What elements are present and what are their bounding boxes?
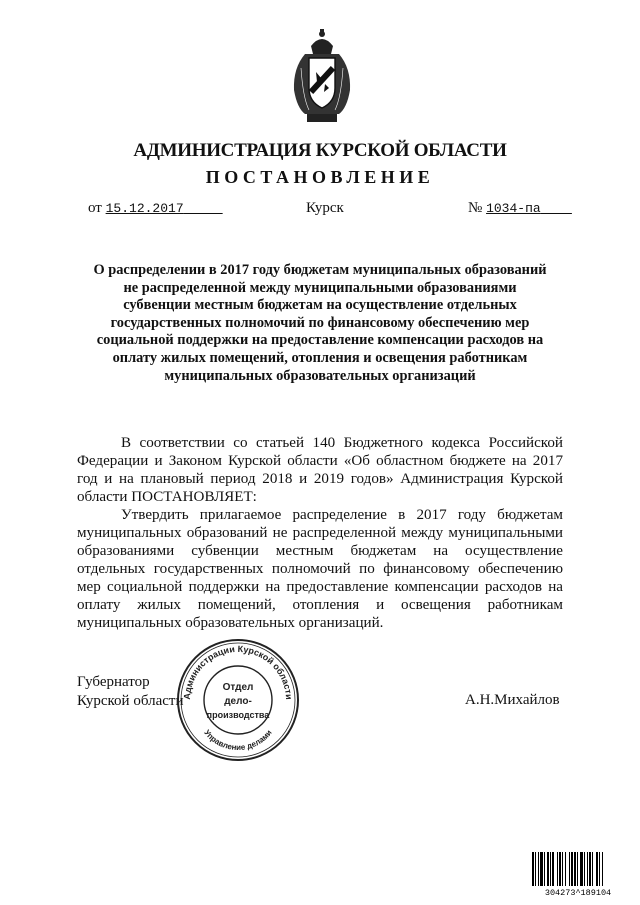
document-city: Курск bbox=[306, 200, 344, 216]
signatory-name: А.Н.Михайлов bbox=[465, 692, 560, 708]
date-prefix: от bbox=[88, 200, 102, 216]
document-number bbox=[468, 200, 572, 217]
stamp-lower-text: Управление делами bbox=[202, 728, 274, 753]
svg-text:Управление делами bbox=[202, 728, 273, 752]
document-date bbox=[88, 200, 223, 217]
document-body bbox=[77, 434, 563, 632]
coat-of-arms-emblem bbox=[291, 28, 353, 128]
barcode-number: 304273^189104 bbox=[544, 888, 612, 896]
stamp-outer-text: Администрации Курской области bbox=[181, 643, 295, 700]
number-prefix: № bbox=[468, 200, 483, 216]
document-title: О распределении в 2017 году бюджетам муниципальных образований не распределенной между муниципальными образованиями субвенции местным бюджетам на осуществление отдельных государственных полномочий по финансовому обеспечению мер социальной поддержки на предоставление компенсации расходов на оплату жилых помещений, отопления и освещения работникам муниципальных образовательных организаций bbox=[93, 262, 547, 384]
number-value: 1034-па bbox=[486, 201, 541, 216]
document-type: ПОСТАНОВЛЕНИЕ bbox=[205, 167, 435, 187]
official-stamp bbox=[176, 638, 300, 762]
barcode bbox=[531, 852, 625, 896]
date-value: 15.12.2017 bbox=[105, 201, 184, 216]
body-paragraph: Утвердить прилагаемое распределение в 2017 году бюджетам муниципальных образований не распределенной между муниципальными образованиями субвенции местным бюджетам на осуществление отдельных государственных полномочий по финансовому обеспечению мер социальной поддержки на предоставление компенсации расходов на оплату жилых помещений, отопления и освещения работникам муниципальных образовательных организаций. bbox=[77, 507, 563, 631]
stamp-inner-line: производства bbox=[206, 710, 270, 720]
position-line: Губернатор bbox=[77, 674, 150, 690]
body-paragraph: В соответствии со статьей 140 Бюджетного кодекса Российской Федерации и Законом Курской области «Об областном бюджете на 2017 год и на плановый период 2018 и 2019 годов» Администрация Курской области ПОСТАНОВЛЯЕТ: bbox=[77, 435, 563, 505]
signatory-position bbox=[77, 673, 183, 711]
organization-name: АДМИНИСТРАЦИЯ КУРСКОЙ ОБЛАСТИ bbox=[133, 140, 507, 161]
position-line: Курской области bbox=[77, 693, 184, 709]
stamp-inner-line: Отдел bbox=[222, 682, 254, 693]
stamp-inner-line: дело- bbox=[224, 696, 252, 707]
